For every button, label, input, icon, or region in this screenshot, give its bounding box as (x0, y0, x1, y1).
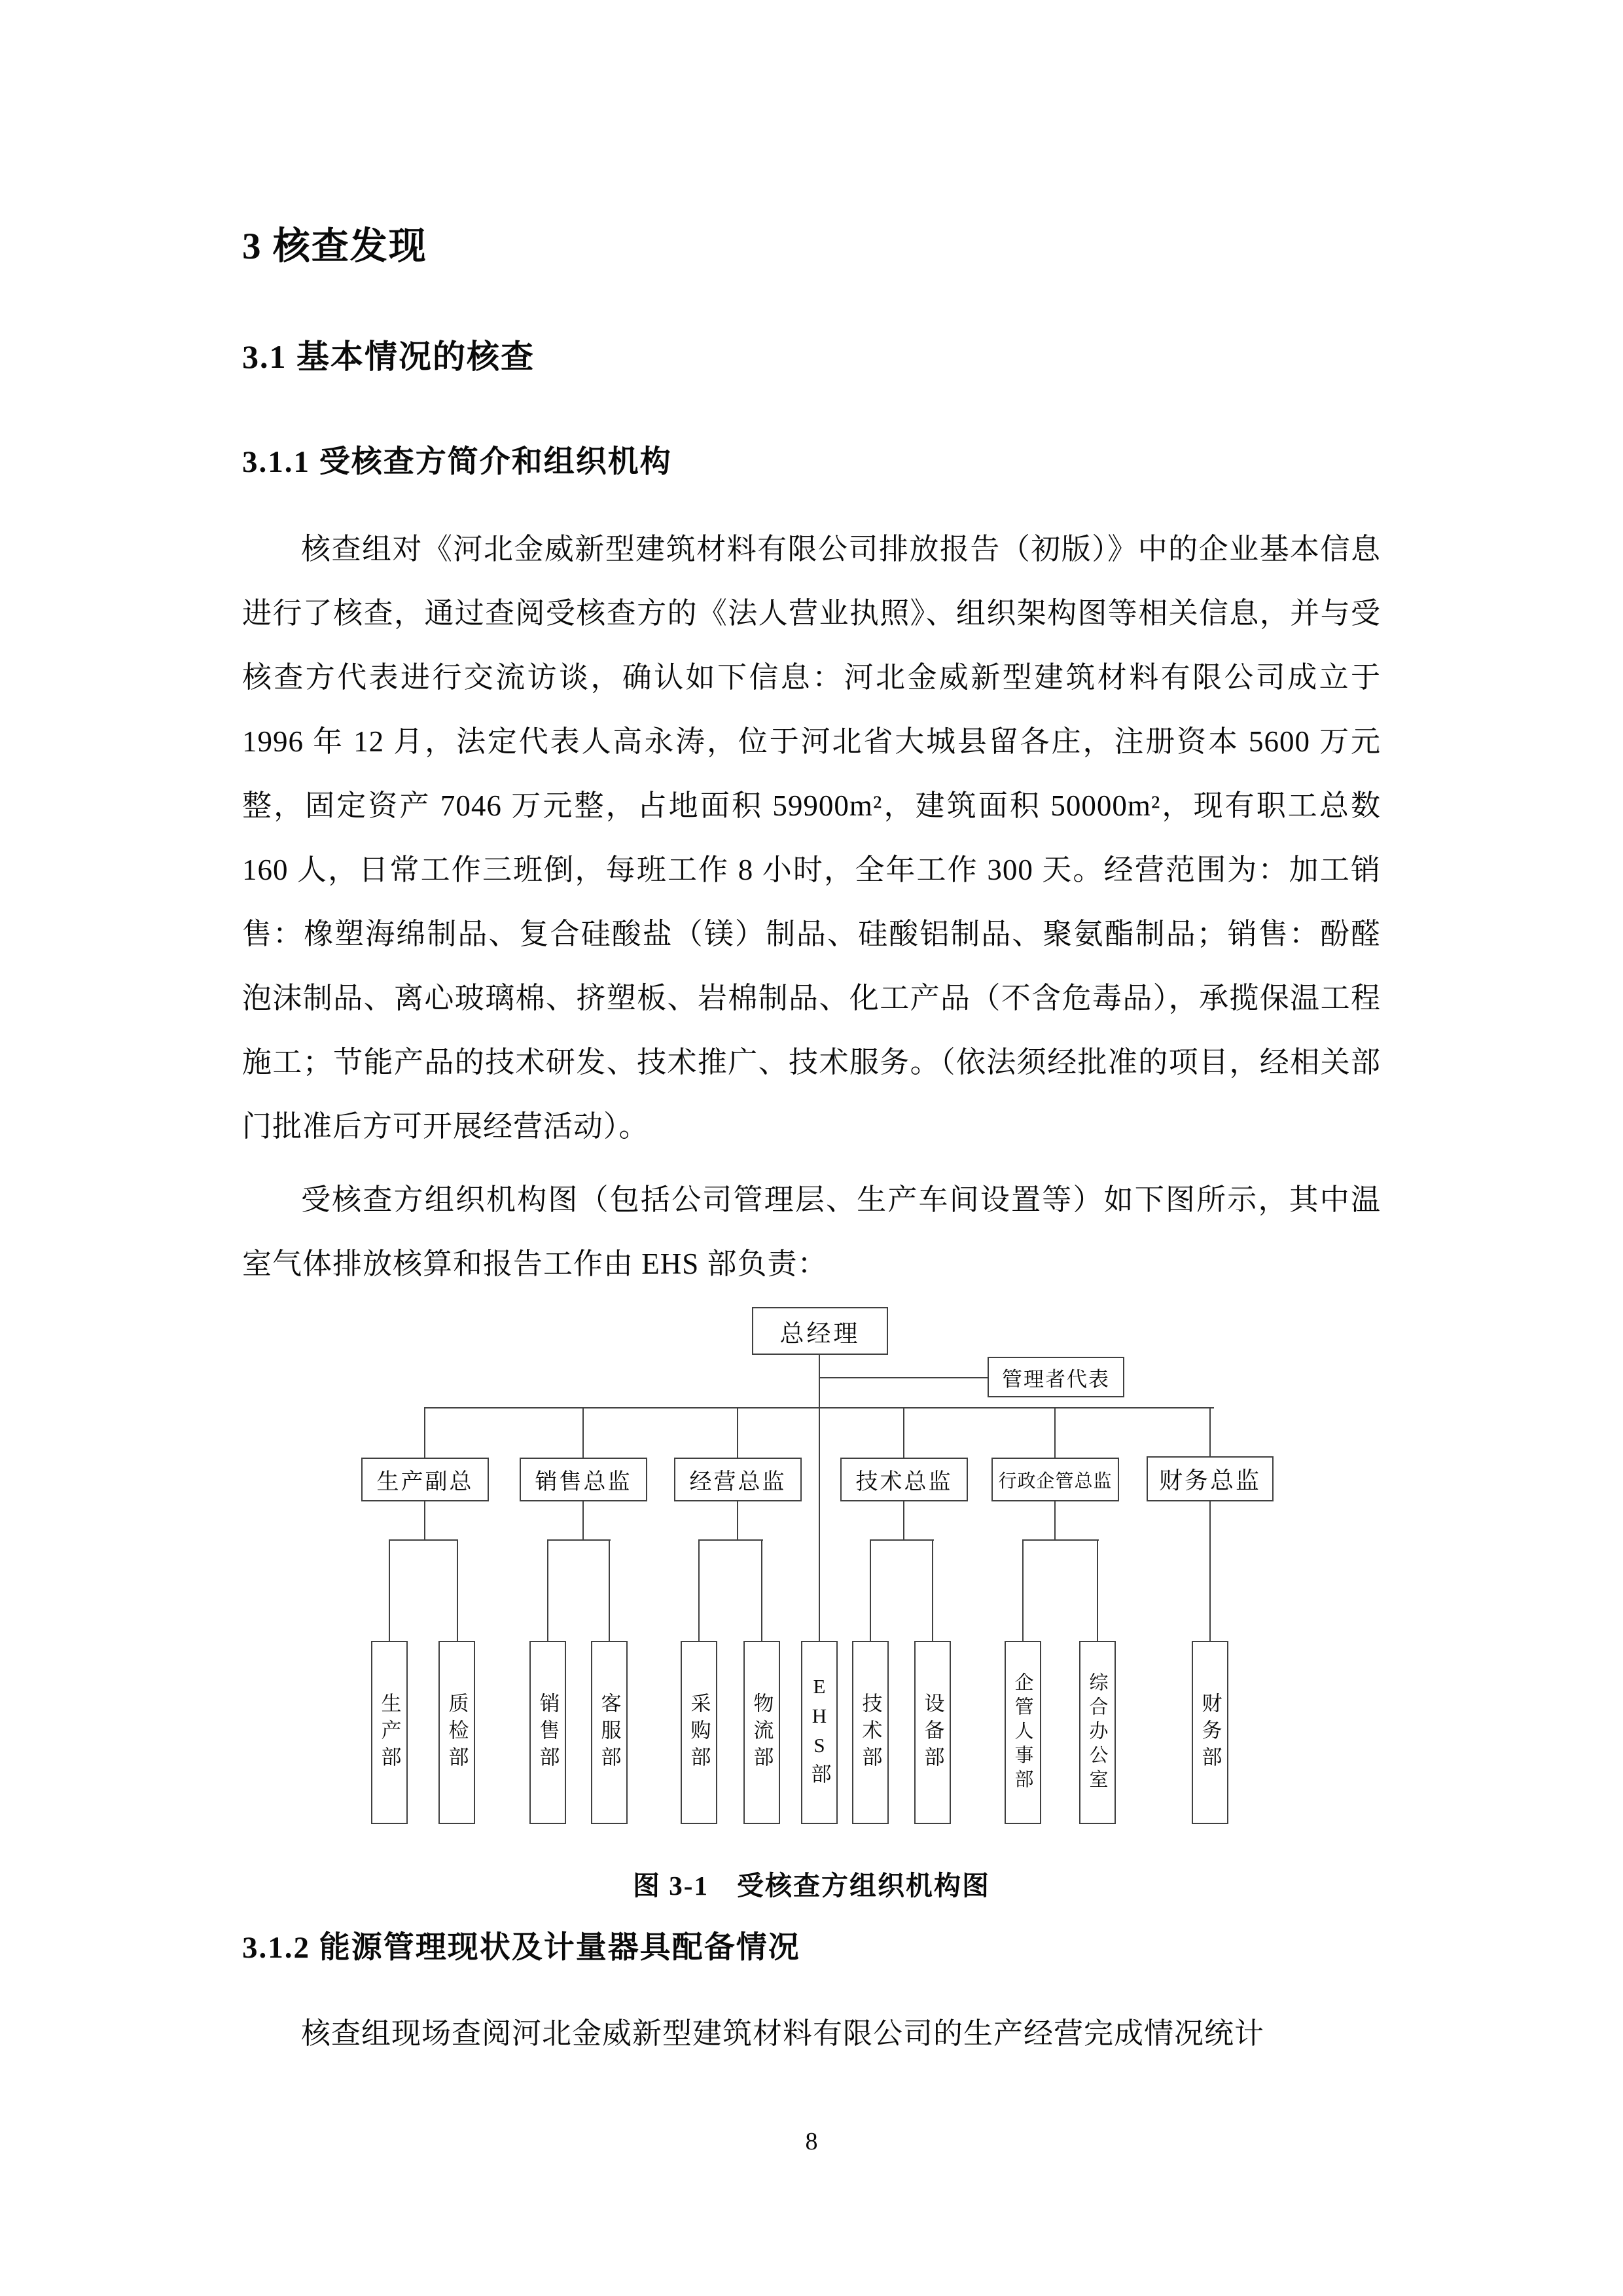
page-number: 8 (805, 2128, 818, 2155)
connector-line (737, 1501, 738, 1539)
connector-line (424, 1407, 425, 1458)
connector-line (457, 1539, 458, 1641)
connector-line (424, 1501, 425, 1539)
subsection-heading-312: 3.1.2 能源管理现状及计量器具配备情况 (242, 1931, 800, 1965)
connector-line (582, 1407, 584, 1458)
org-box-finance-director: 财务总监 (1147, 1456, 1274, 1501)
connector-line (698, 1539, 700, 1641)
connector-line (819, 1377, 988, 1378)
connector-line (1209, 1407, 1211, 1458)
org-box-dept-technology: 技术部 (852, 1641, 889, 1824)
org-box-production-vp: 生产副总 (361, 1458, 489, 1501)
org-box-dept-production: 生产部 (371, 1641, 408, 1824)
paragraph-orgchart-intro: 受核查方组织机构图（包括公司管理层、生产车间设置等）如下图所示，其中温室气体排放核算和报告工作由 EHS 部负责： (242, 1183, 1381, 1280)
org-box-dept-equipment: 设备部 (914, 1641, 951, 1824)
figure-caption: 图 3-1 受核查方组织机构图 (633, 1871, 990, 1901)
org-box-dept-sales: 销售部 (529, 1641, 566, 1824)
org-box-dept-purchasing: 采购部 (681, 1641, 717, 1824)
connector-line (819, 1355, 820, 1641)
paragraph-energy-management: 核查组现场查阅河北金威新型建筑材料有限公司的生产经营完成情况统计 (301, 2017, 1265, 2050)
paragraph-company-intro: 核查组对《河北金威新型建筑材料有限公司排放报告（初版）》中的企业基本信息进行了核查，通过查阅受核查方的《法人营业执照》、组织架构图等相关信息，并与受核查方代表进行交流访谈，确认如下信息：河北金威新型建筑材料有限公司成立于 1996 年 12 月，法定代表人高永涛，位于河北省大城县留各庄，注册资本 5600 万元整，固定资产 7046 万元整，占地面积 59900m²，建筑面积 50000m²，现有职工总数 160 人，日常工作三班倒，每班工作 8 小时，全年工作 300 天。经营范围为：加工销售：橡塑海绵制品、复合硅酸盐（镁）制品、硅酸铝制品、聚氨酯制品；销售：酚醛泡沫制品、离心玻璃棉、挤塑板、岩棉制品、化工产品（不含危毒品），承揽保温工程施工；节能产品的技术研发、技术推广、技术服务。（依法须经批准的项目，经相关部门批准后方可开展经营活动）。 (242, 533, 1381, 1143)
org-box-dept-hr: 企管人事部 (1005, 1641, 1041, 1824)
connector-line (389, 1539, 390, 1641)
connector-line (389, 1539, 458, 1541)
connector-line (547, 1539, 548, 1641)
org-box-dept-ehs: EHS部 (801, 1641, 838, 1824)
org-box-technology-director: 技术总监 (840, 1458, 968, 1501)
org-box-dept-customer-service: 客服部 (591, 1641, 628, 1824)
connector-line (932, 1539, 933, 1641)
org-box-general-manager: 总经理 (752, 1307, 888, 1355)
connector-line (1023, 1539, 1099, 1541)
connector-line (737, 1407, 738, 1458)
connector-line (1054, 1407, 1056, 1458)
org-box-dept-quality: 质检部 (438, 1641, 475, 1824)
connector-line (903, 1407, 904, 1458)
connector-line (699, 1539, 763, 1541)
connector-line (870, 1539, 871, 1641)
connector-line (761, 1539, 762, 1641)
org-box-admin-director: 行政企管总监 (991, 1458, 1119, 1501)
connector-line (1054, 1501, 1056, 1539)
connector-line (903, 1501, 904, 1539)
org-box-management-representative: 管理者代表 (988, 1357, 1124, 1397)
connector-line (425, 1407, 1214, 1408)
connector-line (870, 1539, 934, 1541)
connector-line (1022, 1539, 1024, 1641)
section-heading: 3.1 基本情况的核查 (242, 338, 535, 375)
org-box-dept-logistics: 物流部 (743, 1641, 780, 1824)
connector-line (548, 1539, 611, 1541)
connector-line (1209, 1501, 1211, 1641)
connector-line (1097, 1539, 1098, 1641)
org-box-dept-finance: 财务部 (1192, 1641, 1228, 1824)
subsection-heading-311: 3.1.1 受核查方简介和组织机构 (242, 445, 672, 479)
connector-line (582, 1501, 584, 1539)
org-box-operations-director: 经营总监 (674, 1458, 802, 1501)
org-box-dept-general-office: 综合办公室 (1079, 1641, 1116, 1824)
org-box-sales-director: 销售总监 (520, 1458, 647, 1501)
chapter-heading: 3 核查发现 (242, 226, 427, 267)
connector-line (609, 1539, 610, 1641)
